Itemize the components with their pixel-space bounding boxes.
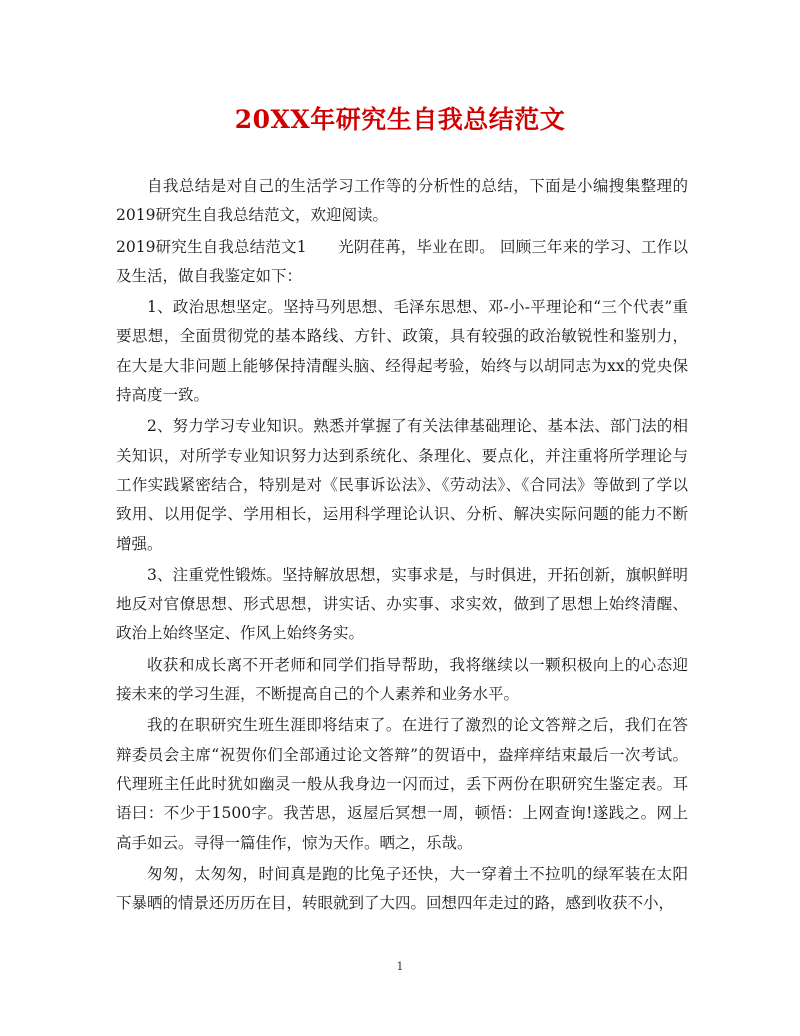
paragraph-point-1: 1、政治思想坚定。坚持马列思想、毛泽东思想、邓-小-平理论和“三个代表”重要思想，全面贯彻党的基本路线、方针、政策，具有较强的政治敏锐性和鉴别力，在大是大非问题上能够保持清醒头脑、经得起考验，始终与以胡同志为xx的党央保持高度一致。 xyxy=(116,298,688,405)
paragraph-harvest: 收获和成长离不开老师和同学们指导帮助，我将继续以一颗积极向上的心态迎接未来的学习生涯，不断提高自己的个人素养和业务水平。 xyxy=(116,655,688,704)
document-body xyxy=(116,172,688,920)
paragraph-heading-1: 2019研究生自我总结范文1 光阴荏苒，毕业在即。 回顾三年来的学习、工作以及生活，做自我鉴定如下： xyxy=(116,237,688,285)
paragraph-graduate: 我的在职研究生班生涯即将结束了。在进行了激烈的论文答辩之后，我们在答辩委员会主席“祝贺你们全部通过论文答辩”的贺语中，盎痒痒结束最后一次考试。代理班主任此时犹如幽灵一般从我身边一闪而过，丢下两份在职研究生鉴定表。耳语曰：不少于1500字。我苦思，返屋后冥想一周，顿悟：上网查询!遂践之。网上高手如云。寻得一篇佳作，惊为天作。晒之，乐哉。 xyxy=(116,716,688,852)
page-number: 1 xyxy=(396,960,404,973)
paragraph-intro: 自我总结是对自己的生活学习工作等的分析性的总结，下面是小编搜集整理的2019研究生自我总结范文，欢迎阅读。 xyxy=(116,177,688,225)
paragraph-point-3: 3、注重党性锻炼。坚持解放思想，实事求是，与时俱进，开拓创新，旗帜鲜明地反对官僚思想、形式思想，讲实话、办实事、求实效，做到了思想上始终清醒、政治上始终坚定、作风上始终务实。 xyxy=(116,565,688,643)
document-title: 20XX年研究生自我总结范文 xyxy=(234,105,566,134)
paragraph-time: 匆匆，太匆匆，时间真是跑的比兔子还快，大一穿着土不拉叽的绿军装在太阳下暴晒的情景还历历在目，转眼就到了大四。回想四年走过的路，感到收获不小， xyxy=(116,864,688,913)
paragraph-point-2: 2、努力学习专业知识。熟悉并掌握了有关法律基础理论、基本法、部门法的相关知识，对所学专业知识努力达到系统化、条理化、要点化，并注重将所学理论与工作实践紧密结合，特别是对《民事诉讼法》、《劳动法》、《合同法》等做到了学以致用、以用促学、学用相长，运用科学理论认识、分析、解决实际问题的能力不断增强。 xyxy=(116,417,688,553)
